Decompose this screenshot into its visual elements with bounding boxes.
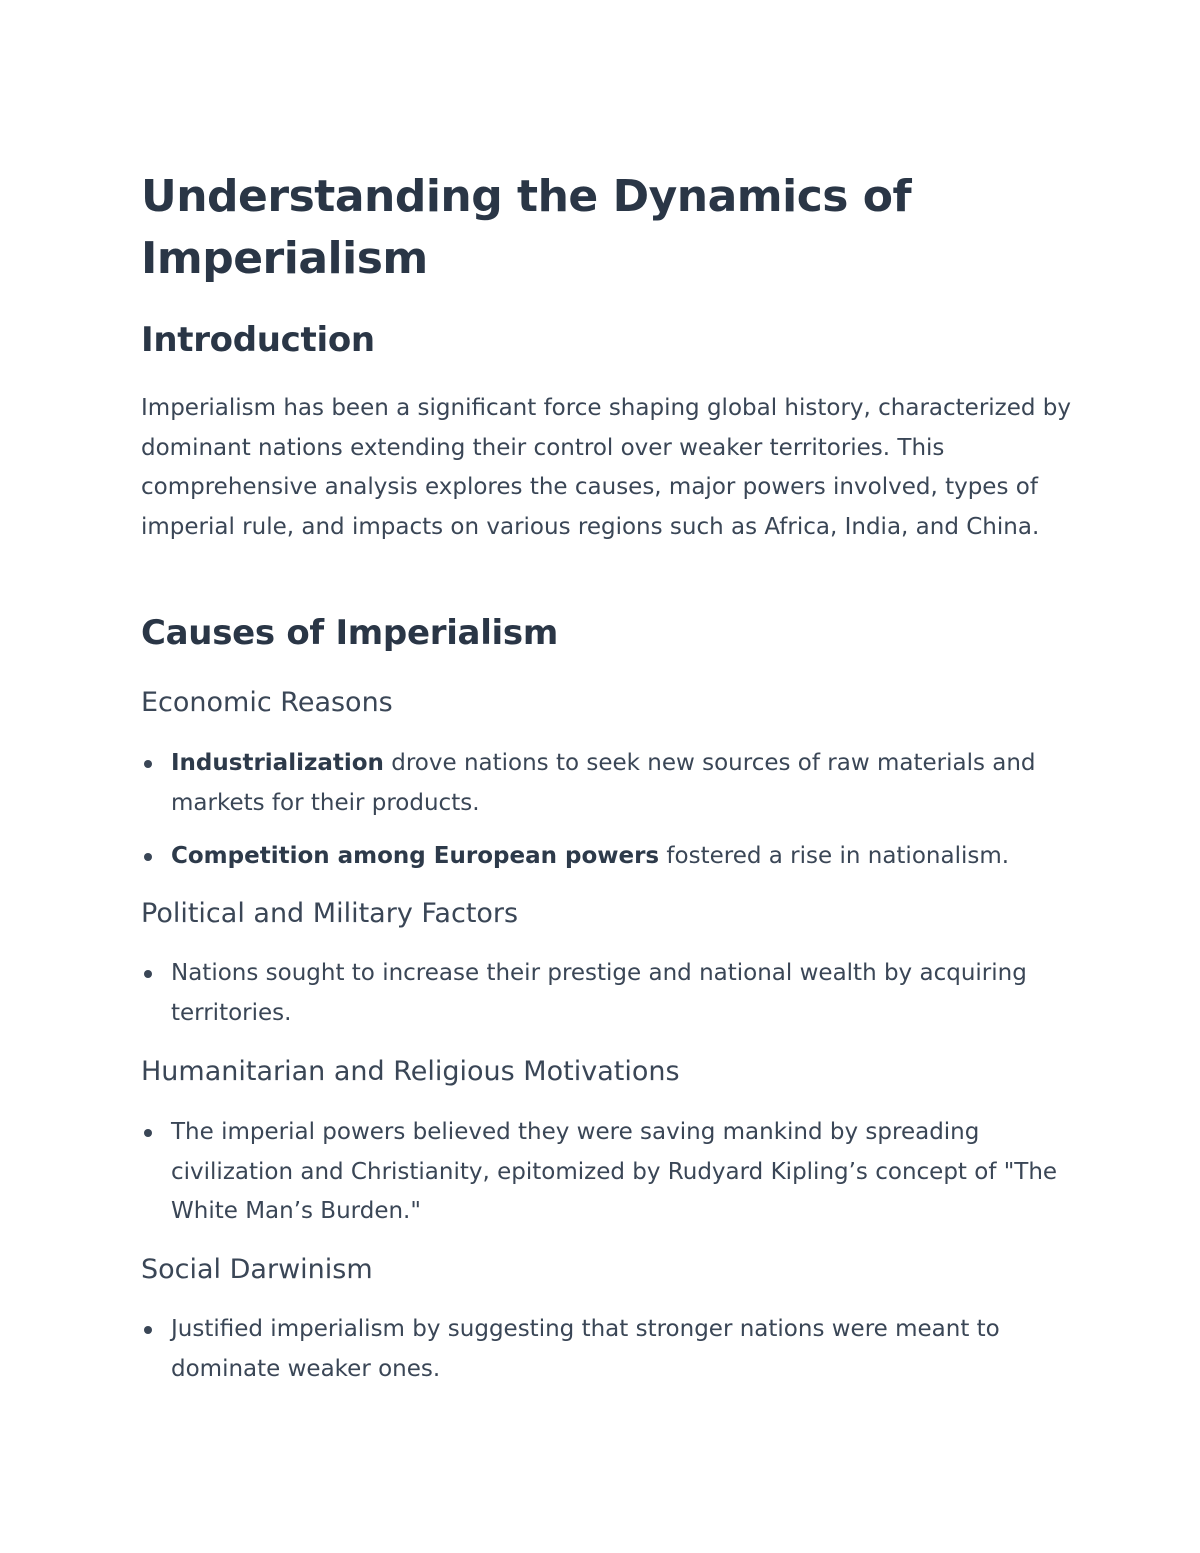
bullet-icon (144, 1129, 152, 1137)
list-item (141, 1113, 1071, 1232)
item-text: drove nations to seek new sources of raw materials and markets for their products. (171, 750, 1036, 816)
humanitarian-list (141, 1113, 1071, 1246)
bullet-icon (144, 853, 152, 861)
heading-causes-of-imperialism: Causes of Imperialism (141, 613, 558, 653)
heading-political-military-factors: Political and Military Factors (141, 898, 519, 929)
item-text: Nations sought to increase their prestige and national wealth by acquiring territories. (171, 960, 1027, 1026)
heading-humanitarian-religious: Humanitarian and Religious Motivations (141, 1056, 680, 1087)
list-item (141, 837, 1071, 877)
bullet-icon (144, 1326, 152, 1334)
social-darwinism-list (141, 1310, 1071, 1403)
list-item (141, 1310, 1071, 1389)
document-title: Understanding the Dynamics of Imperialism (141, 171, 912, 284)
item-text: fostered a rise in nationalism. (659, 843, 1010, 869)
bullet-icon (144, 760, 152, 768)
item-text: Justified imperialism by suggesting that stronger nations were meant to dominate weaker ones. (171, 1316, 1000, 1382)
political-factors-list (141, 954, 1071, 1047)
heading-economic-reasons: Economic Reasons (141, 687, 393, 718)
heading-social-darwinism: Social Darwinism (141, 1254, 373, 1285)
economic-reasons-list (141, 744, 1071, 891)
bullet-icon (144, 970, 152, 978)
introduction-paragraph: Imperialism has been a significant force shaping global history, characterized by dominant nations extending their control over weaker territories. This comprehensive analysis explores the causes, major powers involved, types of imperial rule, and impacts on various regions such as Africa, India, and China. (141, 395, 1072, 540)
item-text: The imperial powers believed they were saving mankind by spreading civilization and Christianity, epitomized by Rudyard Kipling’s concept of "The White Man’s Burden." (171, 1119, 1058, 1224)
list-item (141, 954, 1071, 1033)
bold-term: Industrialization (171, 750, 384, 776)
bold-term: Competition among European powers (171, 843, 660, 869)
heading-introduction: Introduction (141, 320, 375, 360)
list-item (141, 744, 1071, 823)
